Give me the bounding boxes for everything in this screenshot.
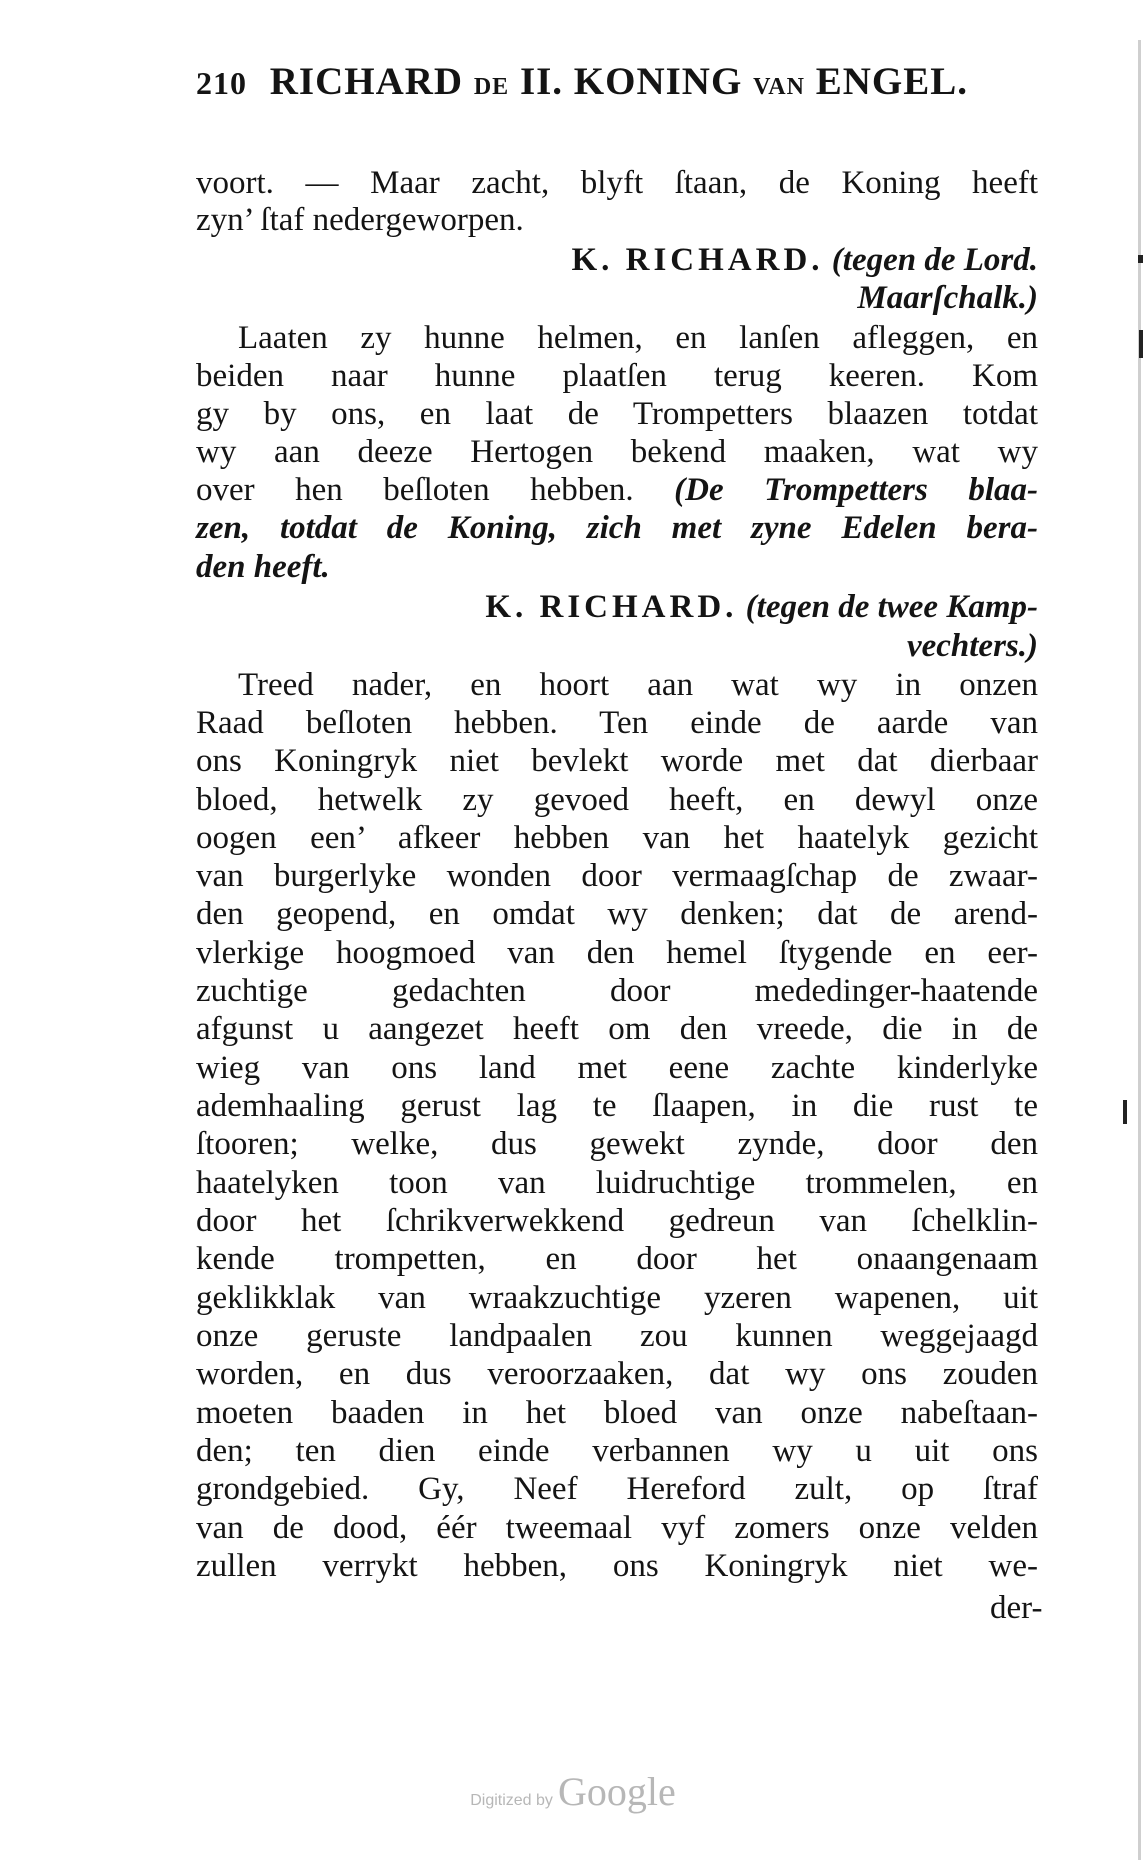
text-line: van burgerlyke wonden door vermaagſchap de zwaar-: [196, 858, 1038, 894]
header-country: ENGEL.: [815, 60, 969, 103]
text-line: bloed, hetwelk zy gevoed heeft, en dewyl onze: [196, 782, 1038, 818]
text-line: haatelyken toon van luidruchtige trommelen, en: [196, 1165, 1038, 1201]
text-line: ſtooren; welke, dus gewekt zynde, door den: [196, 1126, 1038, 1162]
text-line: wieg van ons land met eene zachte kinderlyke: [196, 1050, 1038, 1086]
text-line: gy by ons, en laat de Trompetters blaazen totdat: [196, 396, 1038, 432]
stage-direction: den heeft.: [196, 549, 330, 585]
text-line: door het ſchrikverwekkend gedreun van ſchelklin-: [196, 1203, 1038, 1239]
stage-direction: zen, totdat de Koning, zich met zyne Edelen bera-: [196, 510, 1038, 546]
scan-speck: [1123, 1100, 1127, 1124]
text-line: vlerkige hoogmoed van den hemel ſtygende en eer-: [196, 935, 1038, 971]
running-header: [196, 62, 1056, 101]
text-line: beiden naar hunne plaatſen terug keeren. Kom: [196, 358, 1038, 394]
text-line: geklikklak van wraakzuchtige yzeren wapenen, uit: [196, 1280, 1038, 1316]
stage-direction: Maarſchalk.): [857, 280, 1038, 316]
text-line: Raad beſloten hebben. Ten einde de aarde van: [196, 705, 1038, 741]
text-line: oogen een’ afkeer hebben van het haatelyk gezicht: [196, 820, 1038, 856]
header-de: DE: [473, 74, 510, 100]
page-edge-line: [1138, 40, 1141, 1860]
text-line: den; ten dien einde verbannen wy u uit ons: [196, 1433, 1038, 1469]
text-line: van de dood, éér tweemaal vyf zomers onze velden: [196, 1510, 1038, 1546]
text-line: zuchtige gedachten door mededinger-haatende: [196, 973, 1038, 1009]
text-line: zyn’ ſtaf nedergeworpen.: [196, 202, 524, 238]
scan-speck: [1138, 255, 1143, 263]
google-logo: Google: [558, 1769, 676, 1814]
text-line: kende trompetten, en door het onaangenaam: [196, 1241, 1038, 1277]
text-line: onze geruste landpaalen zou kunnen weggejaagd: [196, 1318, 1038, 1354]
text-line: Laaten zy hunne helmen, en lanſen afleggen, en: [238, 320, 1038, 356]
digitization-watermark: [0, 1769, 1146, 1814]
stage-direction: (tegen de Lord.: [831, 242, 1038, 278]
text-line: afgunst u aangezet heeft om den vreede, die in de: [196, 1011, 1038, 1047]
speaker-name: K. RICHARD.: [485, 589, 738, 625]
text-line: wy aan deeze Hertogen bekend maaken, wat wy: [196, 434, 1038, 470]
text-line: Treed nader, en hoort aan wat wy in onzen: [238, 667, 1038, 703]
page-number: 210: [196, 65, 247, 101]
text-line: zullen verrykt hebben, ons Koningryk niet we-: [196, 1548, 1038, 1584]
header-koning: KONING: [573, 60, 743, 103]
scan-speck: [1139, 330, 1143, 358]
header-name: RICHARD: [269, 60, 464, 103]
header-numeral: II.: [519, 60, 564, 103]
text-line: den geopend, en omdat wy denken; dat de arend-: [196, 896, 1038, 932]
stage-direction: vechters.): [906, 628, 1038, 664]
digitized-by-text: Digitized by: [470, 1792, 553, 1809]
text-line: ons Koningryk niet bevlekt worde met dat dierbaar: [196, 743, 1038, 779]
stage-direction: (De Trompetters blaa-: [674, 472, 1038, 508]
text-line: worden, en dus veroorzaaken, dat wy ons zouden: [196, 1356, 1038, 1392]
text-segment: over hen beſloten hebben.: [196, 472, 634, 508]
text-line-with-direction: [196, 474, 1038, 507]
speaker-name: K. RICHARD.: [571, 242, 824, 278]
header-van: VAN: [753, 74, 805, 100]
catchword: der-: [990, 1590, 1043, 1626]
text-line: voort. — Maar zacht, blyft ſtaan, de Koning heeft: [196, 165, 1038, 201]
stage-direction-line: [196, 244, 1038, 277]
stage-direction: (tegen de twee Kamp-: [745, 589, 1038, 625]
text-line: ademhaaling gerust lag te ſlaapen, in die rust te: [196, 1088, 1038, 1124]
stage-direction-line: [196, 591, 1038, 624]
text-line: grondgebied. Gy, Neef Hereford zult, op ſtraf: [196, 1471, 1038, 1507]
text-line: moeten baaden in het bloed van onze nabeſtaan-: [196, 1395, 1038, 1431]
